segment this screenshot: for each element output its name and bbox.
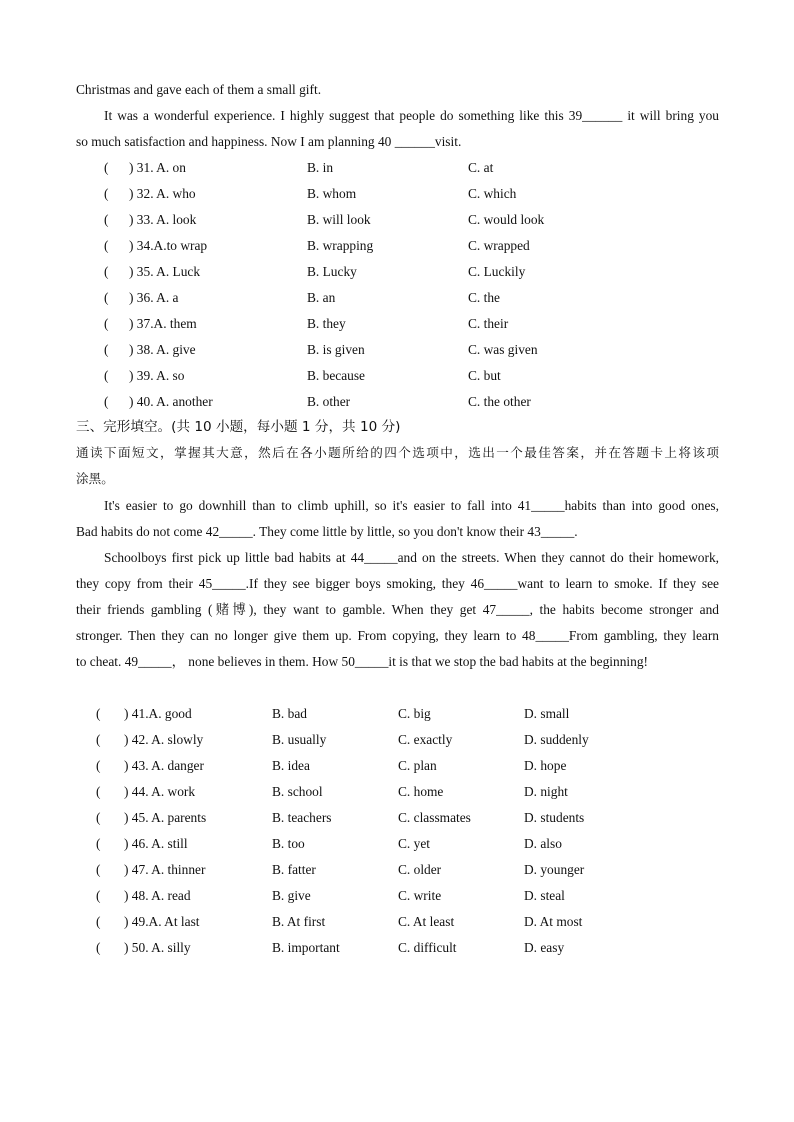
passage-line: Bad habits do not come 42_____. They come little by little, so you don't know their 43_____. <box>76 524 578 539</box>
option-b: B. in <box>307 160 334 175</box>
option-c: C. write <box>398 888 442 903</box>
passage-line: so much satisfaction and happiness. Now I am planning 40 ______visit. <box>76 134 462 149</box>
option-b: B. usually <box>272 732 327 747</box>
option-b: B. idea <box>272 758 310 773</box>
option-a: ) 47. A. thinner <box>124 862 206 877</box>
passage-line: It was a wonderful experience. I highly suggest that people do something like this 39______ it will bring you <box>104 108 719 123</box>
answer-blank-open[interactable]: ( <box>104 316 109 331</box>
option-a: ) 33. A. look <box>129 212 197 227</box>
option-d: D. small <box>524 706 570 721</box>
option-c: C. would look <box>468 212 545 227</box>
answer-blank-open[interactable]: ( <box>96 862 101 877</box>
option-c: C. at <box>468 160 494 175</box>
option-c: C. which <box>468 186 517 201</box>
question-row <box>0 315 794 333</box>
option-b: B. fatter <box>272 862 316 877</box>
option-a: ) 50. A. silly <box>124 940 191 955</box>
option-b: B. At first <box>272 914 326 929</box>
option-a: ) 39. A. so <box>129 368 185 383</box>
option-b: B. Lucky <box>307 264 357 279</box>
answer-blank-open[interactable]: ( <box>104 186 109 201</box>
question-row <box>0 185 794 203</box>
option-b: B. wrapping <box>307 238 374 253</box>
option-b: B. school <box>272 784 323 799</box>
option-c: C. older <box>398 862 442 877</box>
option-c: C. exactly <box>398 732 453 747</box>
option-b: B. other <box>307 394 351 409</box>
passage-line: It's easier to go downhill than to climb uphill, so it's easier to fall into 41_____habits than into good ones, <box>104 498 719 513</box>
option-a: ) 31. A. on <box>129 160 186 175</box>
option-d: D. students <box>524 810 585 825</box>
option-c: C. the other <box>468 394 531 409</box>
option-d: D. suddenly <box>524 732 589 747</box>
option-c: C. yet <box>398 836 430 851</box>
option-c: C. big <box>398 706 431 721</box>
option-c: C. Luckily <box>468 264 526 279</box>
answer-blank-open[interactable]: ( <box>104 238 109 253</box>
passage-line: to cheat. 49_____， none believes in them. How 50_____it is that we stop the bad habits at the beginning! <box>76 654 648 669</box>
option-d: D. night <box>524 784 568 799</box>
option-b: B. give <box>272 888 311 903</box>
option-c: C. wrapped <box>468 238 530 253</box>
option-a: ) 42. A. slowly <box>124 732 204 747</box>
option-d: D. hope <box>524 758 567 773</box>
answer-blank-open[interactable]: ( <box>104 160 109 175</box>
question-row <box>0 835 794 853</box>
option-d: D. also <box>524 836 562 851</box>
question-row <box>0 887 794 905</box>
option-a: ) 43. A. danger <box>124 758 204 773</box>
option-c: C. the <box>468 290 500 305</box>
option-b: B. will look <box>307 212 371 227</box>
answer-blank-open[interactable]: ( <box>96 732 101 747</box>
question-row <box>0 211 794 229</box>
option-b: B. too <box>272 836 305 851</box>
section-instruction: 涂黑。 <box>76 471 114 486</box>
option-b: B. because <box>307 368 366 383</box>
answer-blank-open[interactable]: ( <box>104 394 109 409</box>
option-a: ) 48. A. read <box>124 888 191 903</box>
option-b: B. bad <box>272 706 307 721</box>
question-row <box>0 367 794 385</box>
option-b: B. they <box>307 316 346 331</box>
answer-blank-open[interactable]: ( <box>104 290 109 305</box>
question-row <box>0 939 794 957</box>
question-row <box>0 393 794 411</box>
question-row <box>0 705 794 723</box>
option-c: C. plan <box>398 758 437 773</box>
question-row <box>0 861 794 879</box>
answer-blank-open[interactable]: ( <box>96 888 101 903</box>
option-a: ) 45. A. parents <box>124 810 207 825</box>
passage-line: their friends gambling (赌博), they want to gamble. When they get 47_____, the habits become stronger and <box>76 602 719 617</box>
passage-line: stronger. Then they can no longer give them up. From copying, they learn to 48_____From gambling, they learn <box>76 628 719 643</box>
answer-blank-open[interactable]: ( <box>96 706 101 721</box>
answer-blank-open[interactable]: ( <box>96 836 101 851</box>
answer-blank-open[interactable]: ( <box>104 368 109 383</box>
option-d: D. At most <box>524 914 583 929</box>
answer-blank-open[interactable]: ( <box>96 914 101 929</box>
option-b: B. important <box>272 940 340 955</box>
option-d: D. easy <box>524 940 565 955</box>
option-a: ) 44. A. work <box>124 784 196 799</box>
option-a: ) 49.A. At last <box>124 914 200 929</box>
section-heading: 三、完形填空。(共 10 小题，每小题 1 分，共 10 分) <box>76 419 401 435</box>
passage-line: they copy from their 45_____.If they see bigger boys smoking, they 46_____want to learn to smoke. If they see <box>76 576 719 591</box>
question-row <box>0 731 794 749</box>
option-c: C. their <box>468 316 509 331</box>
option-a: ) 36. A. a <box>129 290 179 305</box>
option-a: ) 46. A. still <box>124 836 188 851</box>
answer-blank-open[interactable]: ( <box>104 264 109 279</box>
question-row <box>0 913 794 931</box>
option-c: C. difficult <box>398 940 457 955</box>
option-b: B. an <box>307 290 336 305</box>
passage-line: Schoolboys first pick up little bad habits at 44_____and on the streets. When they cannot do their homework, <box>104 550 719 565</box>
answer-blank-open[interactable]: ( <box>104 342 109 357</box>
option-d: D. steal <box>524 888 565 903</box>
option-c: C. was given <box>468 342 538 357</box>
option-b: B. is given <box>307 342 365 357</box>
option-c: C. classmates <box>398 810 471 825</box>
option-c: C. but <box>468 368 501 383</box>
answer-blank-open[interactable]: ( <box>96 940 101 955</box>
option-a: ) 34.A.to wrap <box>129 238 208 253</box>
option-a: ) 41.A. good <box>124 706 192 721</box>
answer-blank-open[interactable]: ( <box>96 784 101 799</box>
option-a: ) 37.A. them <box>129 316 197 331</box>
question-row <box>0 289 794 307</box>
question-row <box>0 341 794 359</box>
section-instruction: 通读下面短文，掌握其大意，然后在各小题所给的四个选项中，选出一个最佳答案，并在答题卡上将该项 <box>76 445 719 460</box>
option-b: B. whom <box>307 186 357 201</box>
option-a: ) 35. A. Luck <box>129 264 201 279</box>
option-c: C. At least <box>398 914 455 929</box>
option-c: C. home <box>398 784 444 799</box>
option-a: ) 38. A. give <box>129 342 196 357</box>
answer-blank-open[interactable]: ( <box>96 810 101 825</box>
option-b: B. teachers <box>272 810 332 825</box>
passage-line: Christmas and gave each of them a small gift. <box>76 82 322 97</box>
question-row <box>0 159 794 177</box>
option-a: ) 40. A. another <box>129 394 213 409</box>
question-row <box>0 783 794 801</box>
question-row <box>0 757 794 775</box>
option-a: ) 32. A. who <box>129 186 196 201</box>
answer-blank-open[interactable]: ( <box>96 758 101 773</box>
question-row <box>0 809 794 827</box>
answer-blank-open[interactable]: ( <box>104 212 109 227</box>
option-d: D. younger <box>524 862 585 877</box>
question-row <box>0 263 794 281</box>
question-row <box>0 237 794 255</box>
